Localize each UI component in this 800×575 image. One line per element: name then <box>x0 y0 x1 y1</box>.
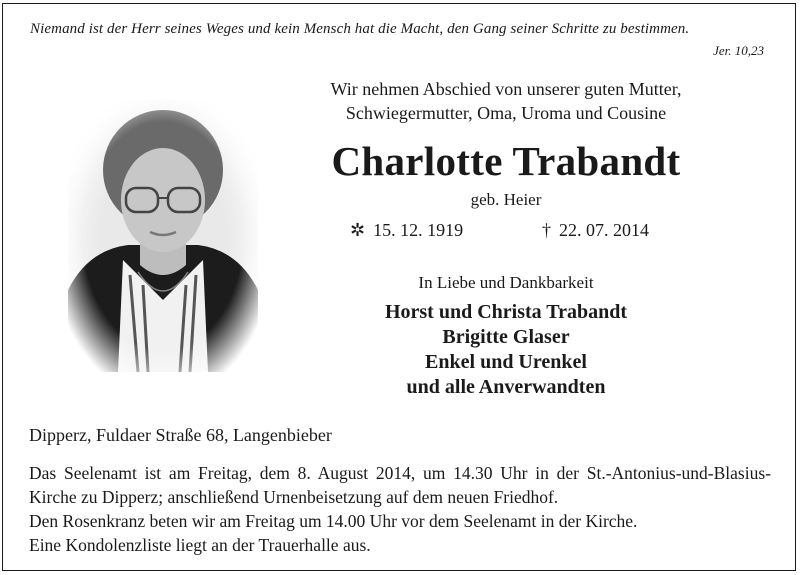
death-date-group <box>542 220 649 241</box>
address: Dipperz, Fuldaer Straße 68, Langenbieber <box>29 425 332 445</box>
maiden-name: geb. Heier <box>470 190 542 209</box>
mourners-list <box>298 300 714 400</box>
deceased-name: Charlotte Trabandt <box>331 138 681 184</box>
intro-text <box>298 77 714 125</box>
mourner-entry: Horst und Christa Trabandt <box>384 301 628 323</box>
mourners-intro: In Liebe und Dankbarkeit <box>418 273 594 292</box>
mourner-entry: Brigitte Glaser <box>442 326 570 348</box>
mourner-entry: Enkel und Urenkel <box>425 351 587 373</box>
birth-date: 15. 12. 1919 <box>373 220 464 240</box>
death-date: 22. 07. 2014 <box>559 220 649 240</box>
birth-date-group <box>350 220 463 241</box>
service-paragraph: Eine Kondolenzliste liegt an der Trauerhalle aus. <box>29 535 371 555</box>
intro-line: Wir nehmen Abschied von unserer guten Mutter, <box>330 79 682 99</box>
verse-reference: Jer. 10,23 <box>713 43 764 58</box>
birth-star-icon: ✲ <box>350 220 366 240</box>
service-info <box>29 461 771 557</box>
portrait-illustration <box>68 100 258 372</box>
death-cross-icon: † <box>542 220 551 240</box>
service-paragraph: Den Rosenkranz beten wir am Freitag um 14.00 Uhr vor dem Seelenamt in der Kirche. <box>29 511 638 531</box>
bible-verse: Niemand ist der Herr seines Weges und kein Mensch hat die Macht, den Gang seiner Schritte zu bestimmen. <box>30 21 690 37</box>
intro-line: Schwiegermutter, Oma, Uroma und Cousine <box>345 103 667 123</box>
service-paragraph: Das Seelenamt ist am Freitag, dem 8. August 2014, um 14.30 Uhr in der St.-Antonius-und-Blasius-Kirche zu Dipperz; anschließend Urnenbeisetzung auf dem neuen Friedhof. <box>29 463 771 507</box>
portrait-photo <box>68 100 258 372</box>
mourner-entry: und alle Anverwandten <box>406 376 606 398</box>
